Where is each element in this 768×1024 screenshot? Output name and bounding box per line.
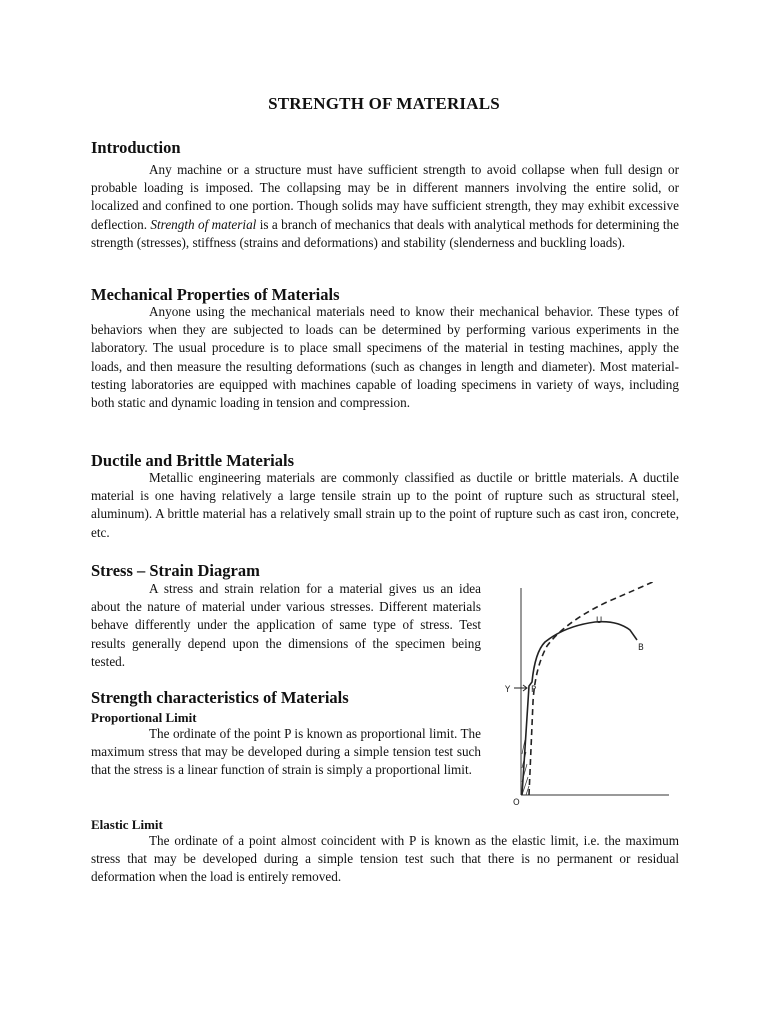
label-y: Y (505, 685, 511, 695)
paragraph-mechanical-properties: Anyone using the mechanical materials need to know their mechanical behavior. These types of behaviors when they are subjected to loads can be determined by performing various experiments in the laboratory. The usual procedure is to place small specimens of the material in testing machines, apply the loads, and then measure the resulting deformations (such as changes in length and diameter). Most material-testing laboratories are equipped with machines capable of loading specimens in variety of ways, including both static and dynamic loading in tension and compression. (91, 304, 679, 411)
label-p: P (531, 685, 537, 695)
paragraph-introduction (91, 161, 679, 252)
paragraph-elastic-limit: The ordinate of a point almost coincident with P is known as the elastic limit, i.e. the maximum stress that may be developed during a simple tension test such that there is no permanent or residual deformation when the load is entirely removed. (91, 833, 679, 885)
label-u: U (596, 616, 603, 626)
heading-introduction: Introduction (91, 138, 181, 157)
true-stress-curve (529, 582, 657, 795)
heading-stress-strain: Stress – Strain Diagram (91, 561, 260, 580)
intro-text-part2: is a branch of mechanics that deals with analytical methods for determining the strength (stresses), stiffness (strains and deformations) and stability (slenderness and buckling loads). (91, 216, 679, 250)
paragraph-stress-strain: A stress and strain relation for a material gives us an idea about the nature of material under various stresses. Different materials behave differently under the application of same type of stress. Test results generally depend upon the dimensions of the specimen being tested. (91, 581, 481, 669)
page-title: STRENGTH OF MATERIALS (268, 94, 500, 113)
stress-strain-diagram (495, 582, 675, 810)
heading-proportional-limit: Proportional Limit (91, 710, 197, 725)
label-o: O (513, 798, 520, 808)
intro-text-part1: Any machine or a structure must have sufficient strength to avoid collapse when full design or probable loading is imposed. The collapsing may be in different manners involving the entire solid, or localized and confined to one portion. Though solids may have sufficient strength, they may exhibit excessive deflection. (91, 162, 679, 232)
paragraph-ductile-brittle: Metallic engineering materials are commonly classified as ductile or brittle materials. A ductile material is one having relatively a large tensile strain up to the point of rupture such as structural steel, aluminum). A brittle material has a relatively small strain up to the point of rupture such as cast iron, concrete, etc. (91, 470, 679, 540)
heading-ductile-brittle: Ductile and Brittle Materials (91, 451, 294, 470)
engineering-curve (522, 622, 637, 795)
heading-elastic-limit: Elastic Limit (91, 817, 163, 832)
heading-mechanical-properties: Mechanical Properties of Materials (91, 285, 340, 304)
label-b: B (638, 643, 644, 653)
heading-strength-characteristics: Strength characteristics of Materials (91, 688, 349, 707)
intro-text-italic: Strength of material (150, 216, 257, 232)
paragraph-proportional-limit: The ordinate of the point P is known as proportional limit. The maximum stress that may be developed during a simple tension test such that the stress is a linear function of strain is simply a proportional limit. (91, 726, 481, 778)
